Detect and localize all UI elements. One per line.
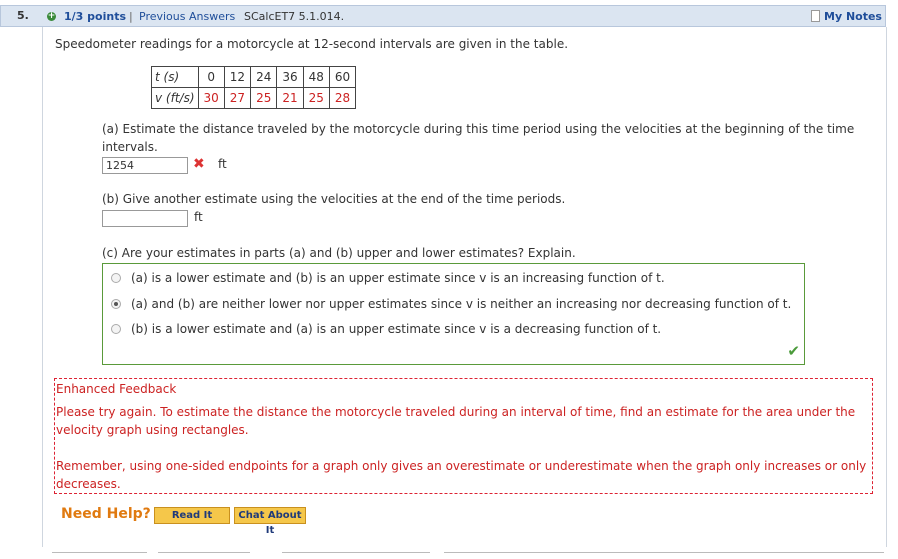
question-header — [0, 5, 886, 27]
my-notes-button[interactable] — [811, 9, 881, 25]
enhanced-feedback — [54, 378, 873, 494]
table-cell: 36 — [277, 67, 303, 88]
need-help-label: Need Help? — [61, 506, 151, 522]
speed-table — [151, 66, 356, 109]
feedback-paragraph: Remember, using one-sided endpoints for a graph only gives an overestimate or underestimate when the graph only increases or only decreases. — [56, 459, 867, 491]
part-a-answer-input[interactable] — [102, 157, 188, 174]
table-cell: 27 — [224, 88, 250, 109]
table-row — [152, 88, 356, 109]
part-a-unit: ft — [218, 157, 227, 171]
radio-button[interactable] — [111, 273, 121, 283]
chat-about-it-button[interactable]: Chat About It — [234, 507, 306, 524]
table-cell: 24 — [251, 67, 277, 88]
part-c-prompt: (c) Are your estimates in parts (a) and (b) upper and lower estimates? Explain. — [102, 246, 576, 260]
choice-label: (a) and (b) are neither lower nor upper estimates since v is neither an increasing nor decreasing function of t. — [131, 297, 792, 311]
table-row — [152, 67, 356, 88]
plus-icon[interactable]: + — [47, 11, 56, 21]
choice-label: (a) is a lower estimate and (b) is an upper estimate since v is an increasing function of t. — [131, 271, 665, 285]
feedback-paragraph: Please try again. To estimate the distance the motorcycle traveled during an interval of time, find an estimate for the area under the velocity graph using rectangles. — [56, 405, 856, 437]
assignment-id: SCalcET7 5.1.014. — [244, 10, 345, 23]
radio-button[interactable] — [111, 324, 121, 334]
table-cell: 28 — [329, 88, 355, 109]
note-icon — [811, 10, 820, 22]
part-a-prompt: (a) Estimate the distance traveled by the motorcycle during this time period using the velocities at the beginning of the time intervals. — [102, 122, 855, 154]
separator: | — [129, 10, 133, 23]
radio-button-selected[interactable] — [111, 299, 121, 309]
check-icon: ✔ — [787, 342, 800, 360]
question-intro: Speedometer readings for a motorcycle at 12-second intervals are given in the table. — [55, 37, 569, 51]
part-c-choices — [102, 263, 805, 365]
table-cell: 30 — [198, 88, 224, 109]
part-b-prompt: (b) Give another estimate using the velocities at the end of the time periods. — [102, 192, 566, 206]
table-cell: 25 — [303, 88, 329, 109]
table-header-v: v (ft/s) — [152, 88, 199, 109]
part-b-unit: ft — [194, 210, 203, 224]
x-icon: ✖ — [193, 156, 205, 172]
feedback-title: Enhanced Feedback — [56, 382, 177, 396]
table-cell: 0 — [198, 67, 224, 88]
table-cell: 48 — [303, 67, 329, 88]
points-link[interactable]: 1/3 points — [64, 10, 126, 23]
my-notes-label: My Notes — [824, 10, 882, 23]
part-b-answer-input[interactable] — [102, 210, 188, 227]
previous-answers-link[interactable]: Previous Answers — [139, 10, 236, 23]
table-cell: 21 — [277, 88, 303, 109]
question-number: 5. — [17, 9, 29, 22]
table-cell: 12 — [224, 67, 250, 88]
read-it-button[interactable]: Read It — [154, 507, 230, 524]
table-cell: 60 — [329, 67, 355, 88]
choice-label: (b) is a lower estimate and (a) is an upper estimate since v is a decreasing function of t. — [131, 322, 662, 336]
table-cell: 25 — [251, 88, 277, 109]
table-header-t: t (s) — [152, 67, 199, 88]
